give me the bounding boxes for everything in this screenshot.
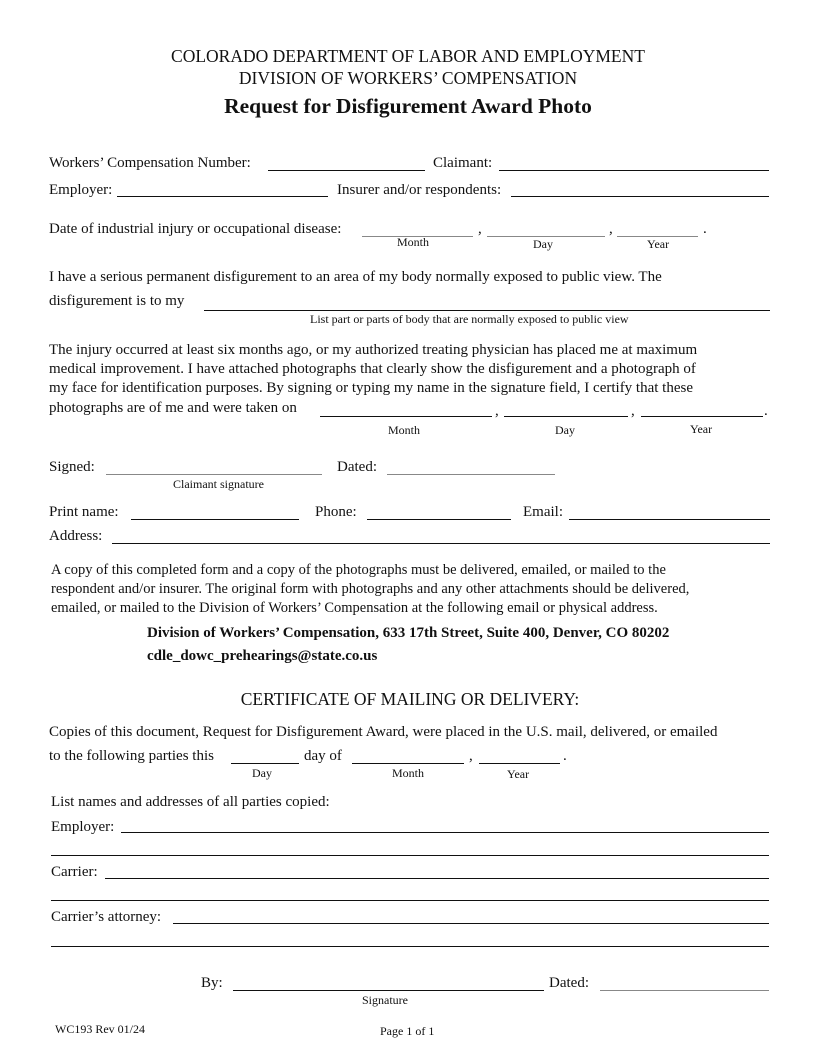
delivery-text: respondent and/or insurer. The original form with photographs and any other attachments should be delivered,: [51, 581, 690, 597]
address-field[interactable]: [112, 543, 770, 544]
signed-label: Signed:: [49, 459, 95, 475]
comma: ,: [469, 748, 473, 764]
disfigurement-text: I have a serious permanent disfigurement to an area of my body normally exposed to public view. The: [49, 269, 662, 285]
employer-label: Employer:: [49, 182, 113, 198]
claimant-label: Claimant:: [433, 155, 493, 171]
day-caption: Day: [555, 423, 575, 437]
dated-label: Dated:: [337, 459, 377, 475]
certificate-text: to the following parties this: [49, 748, 214, 764]
photo-day-field[interactable]: [504, 416, 628, 417]
year-caption: Year: [690, 422, 713, 436]
cert-employer-field-line2[interactable]: [51, 855, 769, 856]
year-caption: Year: [647, 237, 670, 251]
parties-list-label: List names and addresses of all parties copied:: [51, 794, 330, 810]
injury-date-label: Date of industrial injury or occupational disease:: [49, 221, 342, 237]
print-name-field[interactable]: [131, 519, 299, 520]
cert-employer-field[interactable]: [121, 832, 769, 833]
month-caption: Month: [388, 423, 421, 437]
print-name-label: Print name:: [49, 504, 119, 520]
email-field[interactable]: [569, 519, 770, 520]
body-part-caption: List part or parts of body that are normally exposed to public view: [310, 312, 629, 326]
certificate-date-field[interactable]: [600, 990, 769, 991]
wc-number-field[interactable]: [268, 170, 425, 171]
form-title: Request for Disfigurement Award Photo: [224, 94, 592, 118]
carrier-attorney-field[interactable]: [173, 923, 769, 924]
division-email: cdle_dowc_prehearings@state.co.us: [147, 648, 378, 664]
address-label: Address:: [49, 528, 103, 544]
comma: ,: [631, 403, 635, 419]
photo-month-field[interactable]: [320, 416, 492, 417]
claimant-field[interactable]: [499, 170, 769, 171]
signature-caption: Signature: [362, 993, 408, 1007]
phone-label: Phone:: [315, 504, 357, 520]
period: .: [703, 221, 707, 237]
body-part-field[interactable]: [204, 310, 770, 311]
carrier-field[interactable]: [105, 878, 769, 879]
carrier-attorney-field-line2[interactable]: [51, 946, 769, 947]
injury-text: photographs are of me and were taken on: [49, 400, 297, 416]
certificate-dated-label: Dated:: [549, 975, 589, 991]
claimant-signature-caption: Claimant signature: [173, 477, 264, 491]
cert-employer-label: Employer:: [51, 819, 115, 835]
certificate-heading: CERTIFICATE OF MAILING OR DELIVERY:: [240, 689, 580, 709]
delivery-text: A copy of this completed form and a copy of the photographs must be delivered, emailed, or mailed to the: [51, 562, 666, 578]
certificate-month-field[interactable]: [352, 763, 464, 764]
division-address: Division of Workers’ Compensation, 633 17th Street, Suite 400, Denver, CO 80202: [147, 625, 670, 641]
period: .: [563, 748, 567, 764]
certificate-day-field[interactable]: [231, 763, 299, 764]
insurer-label: Insurer and/or respondents:: [337, 182, 502, 198]
division-name: DIVISION OF WORKERS’ COMPENSATION: [238, 68, 578, 88]
month-caption: Month: [397, 235, 430, 249]
comma: ,: [478, 221, 482, 237]
wc-number-label: Workers’ Compensation Number:: [49, 155, 251, 171]
comma: ,: [495, 403, 499, 419]
carrier-field-line2[interactable]: [51, 900, 769, 901]
by-label: By:: [201, 975, 223, 991]
injury-text: my face for identification purposes. By signing or typing my name in the signature field, I certify that these: [49, 380, 693, 396]
claimant-signature-field[interactable]: [106, 474, 322, 475]
photo-year-field[interactable]: [641, 416, 763, 417]
agency-name: COLORADO DEPARTMENT OF LABOR AND EMPLOYMENT: [171, 46, 645, 66]
month-caption: Month: [392, 766, 425, 780]
carrier-label: Carrier:: [51, 864, 98, 880]
year-caption: Year: [507, 767, 530, 781]
form-id: WC193 Rev 01/24: [55, 1022, 145, 1036]
injury-text: medical improvement. I have attached photographs that clearly show the disfigurement and a photograph of: [49, 361, 696, 377]
certificate-text: Copies of this document, Request for Disfigurement Award, were placed in the U.S. mail, delivered, or emailed: [49, 724, 718, 740]
day-caption: Day: [252, 766, 272, 780]
delivery-text: emailed, or mailed to the Division of Workers’ Compensation at the following email or physical address.: [51, 600, 658, 616]
email-label: Email:: [523, 504, 563, 520]
signed-date-field[interactable]: [387, 474, 555, 475]
employer-field[interactable]: [117, 196, 328, 197]
insurer-field[interactable]: [511, 196, 769, 197]
carrier-attorney-label: Carrier’s attorney:: [51, 909, 162, 925]
comma: ,: [609, 221, 613, 237]
period: .: [764, 403, 768, 419]
page-number: Page 1 of 1: [380, 1024, 435, 1038]
day-of-label: day of: [304, 748, 342, 764]
disfigurement-text: disfigurement is to my: [49, 293, 185, 309]
certificate-signature-field[interactable]: [233, 990, 544, 991]
certificate-year-field[interactable]: [479, 763, 560, 764]
injury-text: The injury occurred at least six months ago, or my authorized treating physician has placed me at maximum: [49, 342, 698, 358]
phone-field[interactable]: [367, 519, 511, 520]
day-caption: Day: [533, 237, 553, 251]
